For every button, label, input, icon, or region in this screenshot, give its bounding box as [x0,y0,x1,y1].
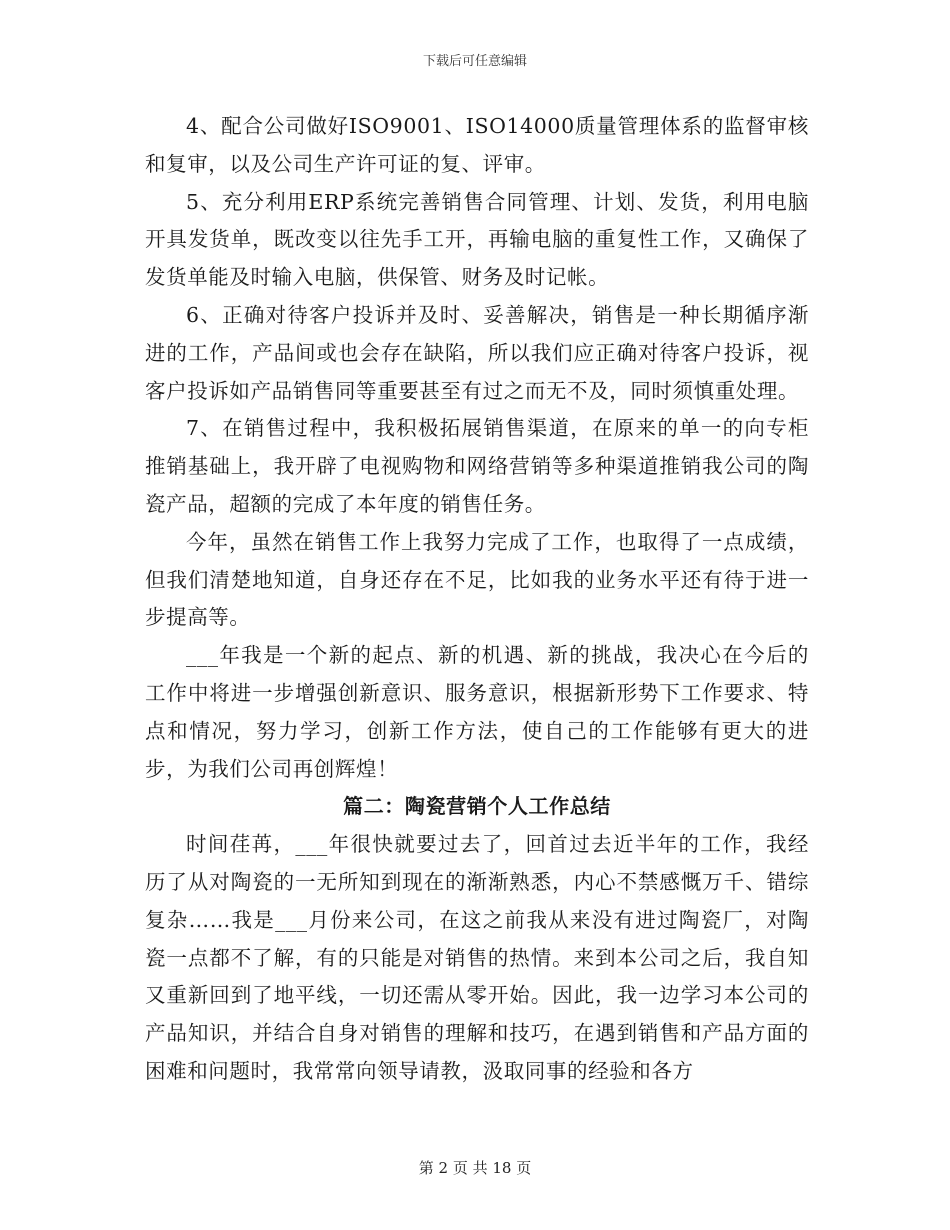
paragraph-item-7: 7、在销售过程中，我积极拓展销售渠道，在原来的单一的向专柜推销基础上，我开辟了电视购物和网络营销等多种渠道推销我公司的陶瓷产品，超额的完成了本年度的销售任务。 [145,416,809,516]
page-header: 下载后可任意编辑 [422,54,527,69]
paragraph-outlook: ___年我是一个新的起点、新的机遇、新的挑战，我决心在今后的工作中将进一步增强创新意识、服务意识，根据新形势下工作要求、特点和情况，努力学习，创新工作方法，使自己的工作能够有更大的进步，为我们公司再创辉煌！ [145,643,809,781]
paragraph-item-4: 4、配合公司做好ISO9001、ISO14000质量管理体系的监督审核和复审，以及公司生产许可证的复、评审。 [145,114,809,176]
paragraph-item-6: 6、正确对待客户投诉并及时、妥善解决，销售是一种长期循序渐进的工作，产品间或也会存在缺陷，所以我们应正确对待客户投诉，视客户投诉如产品销售同等重要甚至有过之而无不及，同时须慎重处理。 [145,302,809,403]
paragraph-shortcomings: 今年，虽然在销售工作上我努力完成了工作，也取得了一点成绩，但我们清楚地知道，自身还存在不足，比如我的业务水平还有待于进一步提高等。 [145,529,809,630]
section-paragraph: 时间荏苒，___年很快就要过去了，回首过去近半年的工作，我经历了从对陶瓷的一无所知到现在的渐渐熟悉，内心不禁感慨万千、错综复杂……我是___月份来公司，在这之前我从来没有进过陶瓷厂，对陶瓷一点都不了解，有的只能是对销售的热情。来到本公司之后，我自知又重新回到了地平线，一切还需从零开始。因此，我一边学习本公司的产品知识，并结合自身对销售的理解和技巧，在遇到销售和产品方面的困难和问题时，我常常向领导请教，汲取同事的经验和各方 [145,832,809,1083]
section-title: 篇二：陶瓷营销个人工作总结 [343,794,611,819]
paragraph-item-5: 5、充分利用ERP系统完善销售合同管理、计划、发货，利用电脑开具发货单，既改变以往先手工开，再输电脑的重复性工作，又确保了发货单能及时输入电脑，供保管、财务及时记帐。 [145,189,809,290]
document-body [145,108,809,1091]
page-number: 第 2 页 共 18 页 [418,1159,532,1177]
